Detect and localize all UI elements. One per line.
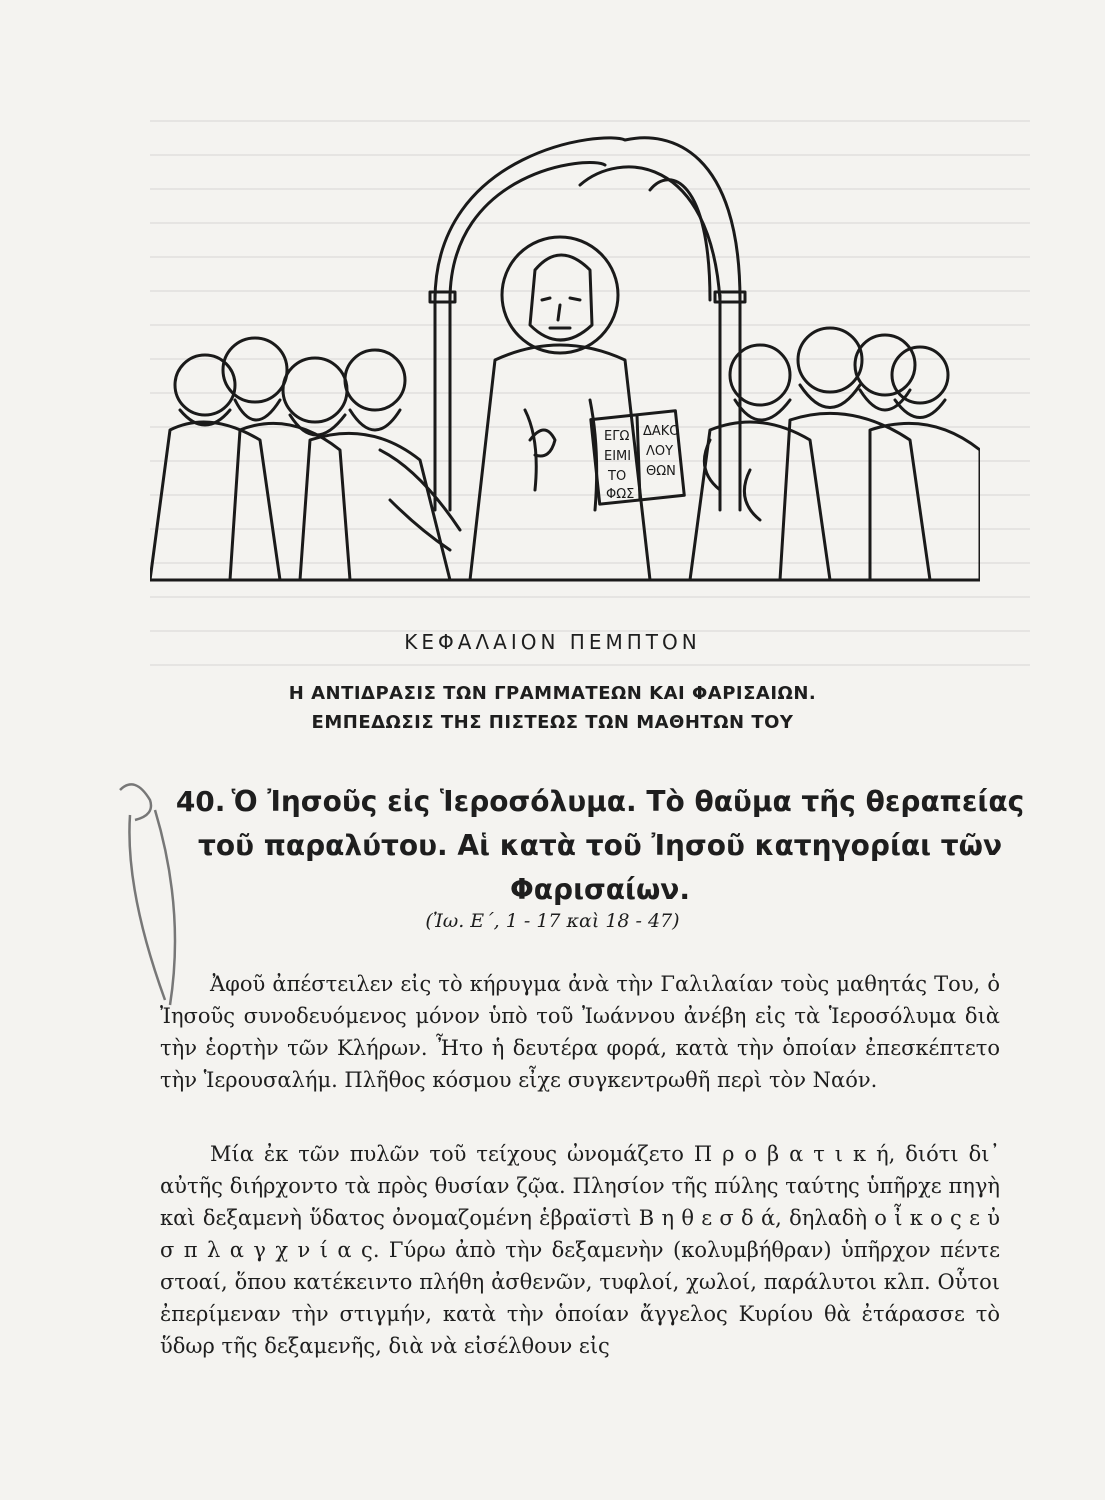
section-title: Ὁ Ἰησοῦς εἰς Ἱεροσόλυμα. Τὸ θαῦμα τῆς θεραπείας τοῦ παραλύτου. Αἱ κατὰ τοῦ Ἰησοῦ κατηγορίαι τῶν Φαρισαίων. — [197, 785, 1025, 906]
book-text-right-1: ΔΑΚΟ — [643, 424, 680, 439]
section-number: 40. — [175, 785, 226, 818]
book-text-left-4: ΦΩΣ — [606, 487, 635, 502]
paragraph-2: Μία ἐκ τῶν πυλῶν τοῦ τείχους ὠνομάζετο Π ρ ο β α τ ι κ ή, διότι δι᾿ αὐτῆς διήρχοντο τὰ πρὸς θυσίαν ζῷα. Πλησίον τῆς πύλης ταύτης ὑπῆρχε πηγὴ καὶ δεξαμενὴ ὕδατος ὀνομαζομένη ἑβραϊστὶ Β η θ ε σ δ ά, δηλαδὴ ο ἶ κ ο ς ε ὐ σ π λ α γ χ ν ί α ς. Γύρω ἀπὸ τὴν δεξαμενὴν (κολυμβήθραν) ὑπῆρχον πέντε στοαί, ὅπου κατέκειντο πλήθη ἀσθενῶν, τυφλοί, χωλοί, παράλυτοι κλπ. Οὗτοι ἐπερίμεναν τὴν στιγμήν, κατὰ τὴν ὁποίαν ἄγγελος Κυρίου θὰ ἐτάρασσε τὸ ὕδωρ τῆς δεξαμενῆς, διὰ νὰ εἰσέλθουν εἰς — [160, 1142, 1000, 1358]
section-heading — [170, 780, 1030, 912]
book-text-right-3: ΘΩΝ — [646, 464, 676, 479]
book-text-left-1: ΕΓΩ — [604, 429, 630, 444]
paragraph-1: Ἀφοῦ ἀπέστειλεν εἰς τὸ κήρυγμα ἀνὰ τὴν Γαλιλαίαν τοὺς μαθητάς Του, ὁ Ἰησοῦς συνοδευόμενος μόνον ὑπὸ τοῦ Ἰωάννου ἀνέβη εἰς τὰ Ἱεροσόλυμα διὰ τὴν ἑορτὴν τῶν Κλήρων. Ἦτο ἡ δευτέρα φορά, κατὰ τὴν ὁποίαν ἐπεσκέπτετο τὴν Ἱερουσαλήμ. Πλῆθος κόσμου εἶχε συγκεντρωθῆ περὶ τὸν Ναόν. — [160, 972, 1000, 1092]
icon-illustration — [150, 110, 980, 595]
chapter-label: ΚΕΦΑΛΑΙΟΝ ΠΕΜΠΤΟΝ — [404, 630, 701, 654]
book-text-left-2: ΕΙΜΙ — [604, 449, 632, 464]
chapter-title-line-1: Η ΑΝΤΙΔΡΑΣΙΣ ΤΩΝ ΓΡΑΜΜΑΤΕΩΝ ΚΑΙ ΦΑΡΙΣΑΙΩΝ. — [288, 683, 817, 704]
chapter-title-line-2: ΕΜΠΕΔΩΣΙΣ ΤΗΣ ΠΙΣΤΕΩΣ ΤΩΝ ΜΑΘΗΤΩΝ ΤΟΥ — [311, 712, 794, 733]
scripture-reference: (Ἰω. Ε΄, 1 - 17 καὶ 18 - 47) — [425, 910, 680, 932]
book-text-right-2: ΛΟΥ — [646, 444, 674, 459]
book-text-left-3: ΤΟ — [608, 469, 627, 484]
